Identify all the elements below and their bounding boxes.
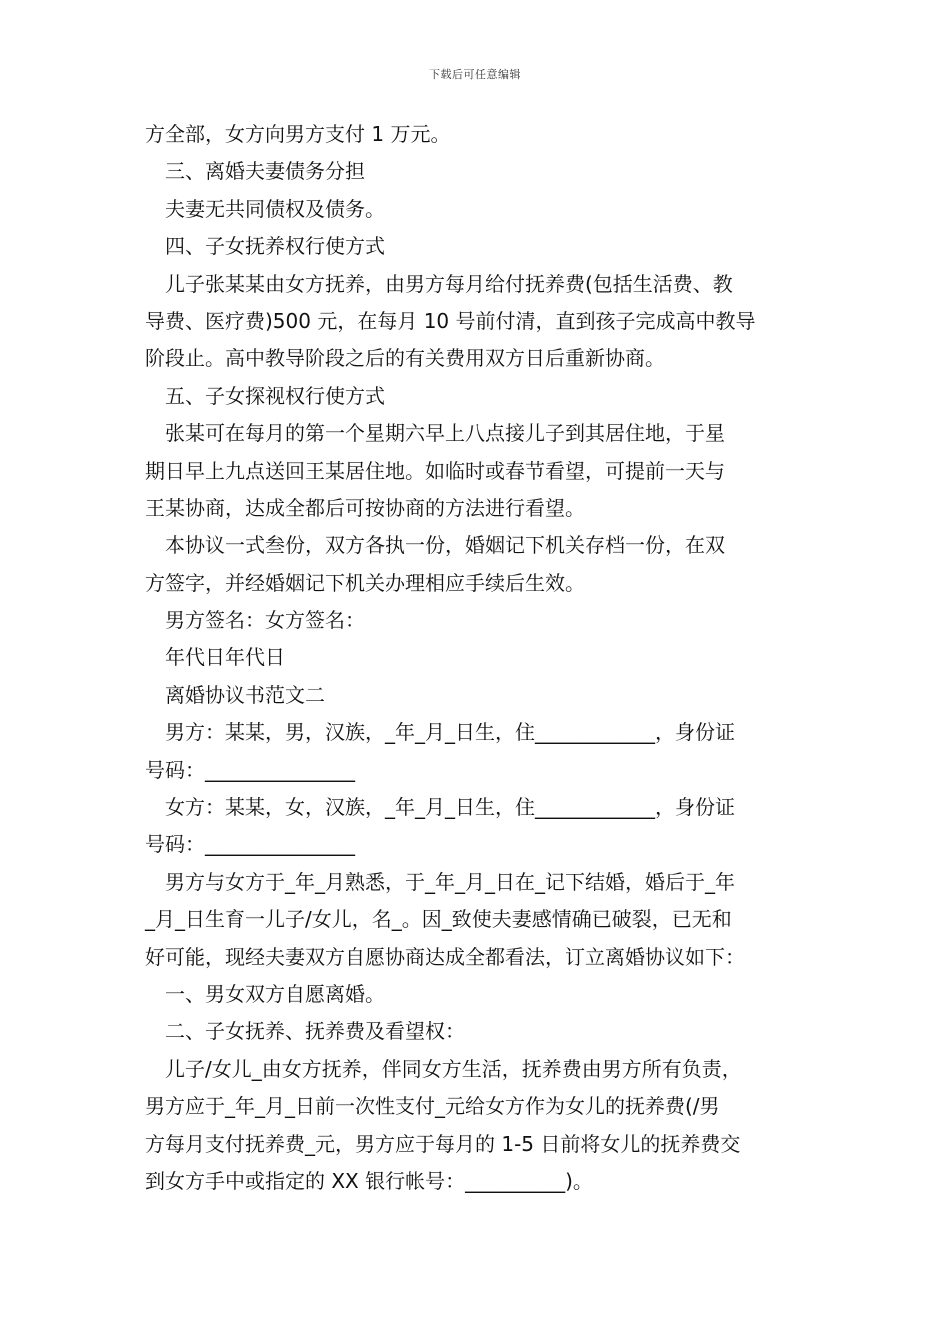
document-line: 四、子女抚养权行使方式: [165, 234, 385, 259]
document-line: 王某协商，达成全都后可按协商的方法进行看望。: [145, 495, 585, 520]
document-line: _月_日生育一儿子/女儿，名_。因_致使夫妻感情确已破裂，已无和: [145, 907, 732, 932]
document-line: 男方与女方于_年_月熟悉，于_年_月_日在_记下结婚，婚后于_年: [165, 869, 735, 894]
document-line: 儿子张某某由女方抚养，由男方每月给付抚养费(包括生活费、教: [165, 271, 733, 296]
document-line: 本协议一式叁份，双方各执一份，婚姻记下机关存档一份，在双: [165, 533, 725, 558]
document-line: 离婚协议书范文二: [165, 682, 325, 707]
document-line: 女方：某某，女，汉族，_年_月_日生，住____________，身份证: [165, 795, 735, 820]
document-line: 儿子/女儿_由女方抚养，伴同女方生活，抚养费由男方所有负责，: [165, 1056, 742, 1081]
document-line: 一、男女双方自愿离婚。: [165, 981, 385, 1006]
document-line: 张某可在每月的第一个星期六早上八点接儿子到其居住地，于星: [165, 421, 725, 446]
document-line: 号码：_______________: [145, 832, 355, 857]
document-line: 到女方手中或指定的 XX 银行帐号：__________)。: [145, 1168, 593, 1193]
document-body: [145, 116, 810, 1200]
document-line: 男方签名：女方签名：: [165, 608, 365, 633]
document-line: 期日早上九点送回王某居住地。如临时或春节看望，可提前一天与: [145, 458, 725, 483]
document-line: 三、离婚夫妻债务分担: [165, 159, 365, 184]
document-line: 男方：某某，男，汉族，_年_月_日生，住____________，身份证: [165, 720, 735, 745]
document-line: 好可能，现经夫妻双方自愿协商达成全都看法，订立离婚协议如下：: [145, 944, 745, 969]
document-line: 阶段止。高中教导阶段之后的有关费用双方日后重新协商。: [145, 346, 665, 371]
document-line: 二、子女抚养、抚养费及看望权：: [165, 1019, 465, 1044]
page-header: 下载后可任意编辑: [429, 68, 521, 81]
document-line: 号码：_______________: [145, 757, 355, 782]
document-line: 男方应于_年_月_日前一次性支付_元给女方作为女儿的抚养费(/男: [145, 1094, 720, 1119]
document-line: 方每月支付抚养费_元，男方应于每月的 1-5 日前将女儿的抚养费交: [145, 1131, 741, 1156]
document-line: 导费、医疗费)500 元，在每月 10 号前付清，直到孩子完成高中教导: [145, 308, 756, 333]
document-line: 方全部，女方向男方支付 1 万元。: [145, 122, 451, 146]
document-line: 方签字，并经婚姻记下机关办理相应手续后生效。: [145, 570, 585, 595]
document-line: 夫妻无共同债权及债务。: [165, 196, 385, 221]
document-line: 年代日年代日: [165, 645, 285, 670]
document-line: 五、子女探视权行使方式: [165, 383, 385, 408]
